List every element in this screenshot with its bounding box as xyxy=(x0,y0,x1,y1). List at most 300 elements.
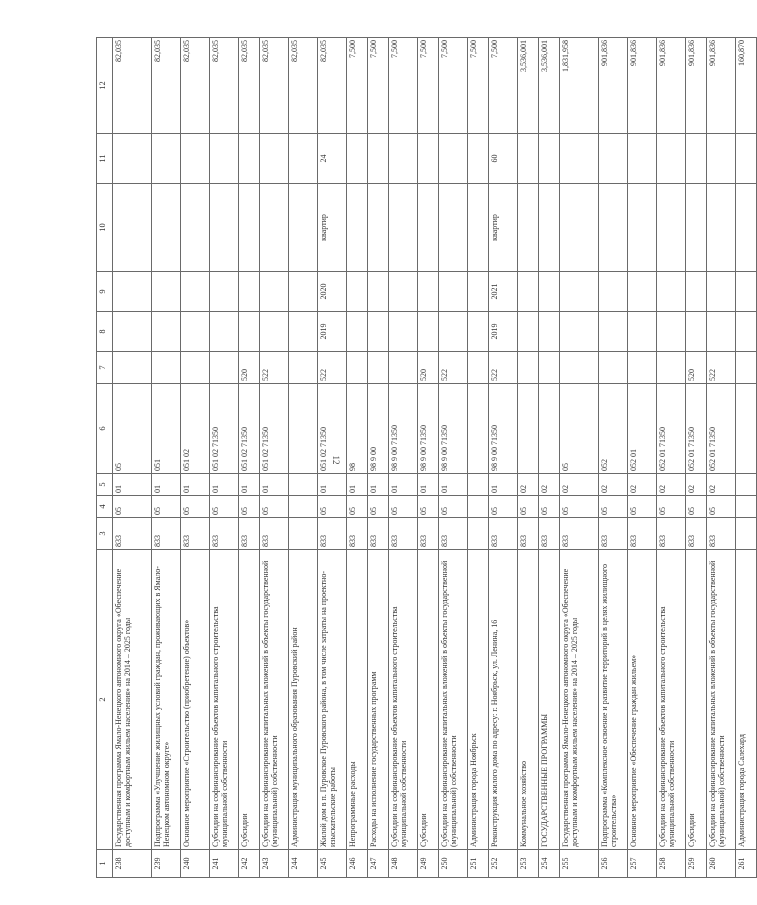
row-name-cell: Субсидии на софинансирование капитальных вложений в объекты государственной (муниципальной) собственности xyxy=(260,550,289,850)
vr-code-cell: 522 xyxy=(707,352,736,384)
rz-code-cell: 05 xyxy=(686,496,707,518)
capacity-unit-cell xyxy=(418,184,439,272)
row-name-cell: Реконструкция жилого дома по адресу: г. Ноябрьск, ул. Ленина, 16 xyxy=(489,550,518,850)
csr-code-cell: 05 xyxy=(113,384,152,474)
capacity-value-cell xyxy=(113,134,152,184)
end-year-cell xyxy=(389,272,418,312)
row-number-cell: 247 xyxy=(368,850,389,878)
rz-code-cell: 05 xyxy=(260,496,289,518)
csr-code-cell xyxy=(518,384,539,474)
table-body xyxy=(113,38,757,878)
vr-code-cell: 520 xyxy=(686,352,707,384)
start-year-cell xyxy=(539,312,560,352)
csr-code-cell: 98 xyxy=(347,384,368,474)
vr-code-cell xyxy=(152,352,181,384)
csr-code-cell: 051 02 71350 xyxy=(260,384,289,474)
row-name-cell: Субсидии на софинансирование капитальных вложений в объекты государственной (муниципальной) собственности xyxy=(439,550,468,850)
gr-code-cell: 833 xyxy=(318,518,347,550)
csr-code-cell: 051 xyxy=(152,384,181,474)
table-row xyxy=(289,38,318,878)
row-number-cell: 254 xyxy=(539,850,560,878)
row-number-cell: 249 xyxy=(418,850,439,878)
capacity-value-cell xyxy=(181,134,210,184)
amount-cell: 82,035 xyxy=(260,38,289,134)
row-name-cell: Субсидии на софинансирование объектов капитального строительства муниципальной собственности xyxy=(657,550,686,850)
rz-code-cell: 05 xyxy=(113,496,152,518)
capacity-value-cell xyxy=(560,134,599,184)
row-number-cell: 245 xyxy=(318,850,347,878)
vr-code-cell xyxy=(210,352,239,384)
capacity-unit-cell xyxy=(518,184,539,272)
capacity-unit-cell xyxy=(628,184,657,272)
capacity-unit-cell xyxy=(736,184,757,272)
start-year-cell: 2019 xyxy=(318,312,347,352)
row-name-cell: Администрация муниципального образования Пуровский район xyxy=(289,550,318,850)
row-name-cell: Государственная программа Ямало-Ненецкого автономного округа «Обеспечение доступным и комфортным жильем населения» на 2014 – 2025 годы xyxy=(560,550,599,850)
start-year-cell xyxy=(389,312,418,352)
gr-code-cell: 833 xyxy=(686,518,707,550)
pr-code-cell: 02 xyxy=(686,474,707,496)
rz-code-cell: 05 xyxy=(439,496,468,518)
header-cell: 9 xyxy=(97,272,113,312)
capacity-value-cell xyxy=(347,134,368,184)
header-cell: 8 xyxy=(97,312,113,352)
row-number-cell: 250 xyxy=(439,850,468,878)
pr-code-cell xyxy=(289,474,318,496)
csr-code-cell: 051 02 71350 xyxy=(210,384,239,474)
csr-code-cell: 052 xyxy=(599,384,628,474)
vr-code-cell: 520 xyxy=(239,352,260,384)
row-name-cell: Субсидии на софинансирование капитальных вложений в объекты государственной (муниципальной) собственности xyxy=(707,550,736,850)
amount-cell: 82,035 xyxy=(210,38,239,134)
table-row xyxy=(628,38,657,878)
amount-cell: 82,035 xyxy=(239,38,260,134)
table-row xyxy=(539,38,560,878)
table-row xyxy=(686,38,707,878)
row-number-cell: 242 xyxy=(239,850,260,878)
end-year-cell xyxy=(657,272,686,312)
pr-code-cell: 01 xyxy=(368,474,389,496)
row-number-cell: 258 xyxy=(657,850,686,878)
row-name-cell: Подпрограмма «Улучшение жилищных условий граждан, проживающих в Ямало-Ненецком автономном округе» xyxy=(152,550,181,850)
capacity-unit-cell xyxy=(657,184,686,272)
end-year-cell xyxy=(113,272,152,312)
pr-code-cell: 01 xyxy=(418,474,439,496)
capacity-value-cell xyxy=(686,134,707,184)
vr-code-cell xyxy=(736,352,757,384)
row-number-cell: 257 xyxy=(628,850,657,878)
start-year-cell xyxy=(686,312,707,352)
vr-code-cell xyxy=(518,352,539,384)
amount-cell: 82,035 xyxy=(152,38,181,134)
capacity-unit-cell xyxy=(707,184,736,272)
csr-code-cell: 052 01 71350 xyxy=(686,384,707,474)
capacity-unit-cell xyxy=(152,184,181,272)
table-row xyxy=(239,38,260,878)
amount-cell: 82,035 xyxy=(181,38,210,134)
start-year-cell: 2019 xyxy=(489,312,518,352)
header-cell: 11 xyxy=(97,134,113,184)
capacity-unit-cell xyxy=(113,184,152,272)
rz-code-cell: 05 xyxy=(599,496,628,518)
rz-code-cell: 05 xyxy=(539,496,560,518)
capacity-value-cell xyxy=(468,134,489,184)
row-number-cell: 260 xyxy=(707,850,736,878)
amount-cell: 901,836 xyxy=(707,38,736,134)
gr-code-cell: 833 xyxy=(347,518,368,550)
end-year-cell xyxy=(736,272,757,312)
capacity-value-cell xyxy=(239,134,260,184)
row-number-cell: 255 xyxy=(560,850,599,878)
gr-code-cell: 833 xyxy=(628,518,657,550)
gr-code-cell: 833 xyxy=(210,518,239,550)
row-number-cell: 246 xyxy=(347,850,368,878)
rz-code-cell: 05 xyxy=(518,496,539,518)
vr-code-cell xyxy=(657,352,686,384)
end-year-cell xyxy=(518,272,539,312)
pr-code-cell: 01 xyxy=(152,474,181,496)
table-row xyxy=(152,38,181,878)
row-number-cell: 239 xyxy=(152,850,181,878)
start-year-cell xyxy=(599,312,628,352)
capacity-unit-cell xyxy=(239,184,260,272)
amount-cell: 1,831,958 xyxy=(560,38,599,134)
end-year-cell xyxy=(439,272,468,312)
capacity-value-cell: 24 xyxy=(318,134,347,184)
rz-code-cell: 05 xyxy=(489,496,518,518)
capacity-value-cell: 60 xyxy=(489,134,518,184)
gr-code-cell: 833 xyxy=(181,518,210,550)
row-name-cell: Непрограммные расходы xyxy=(347,550,368,850)
pr-code-cell: 01 xyxy=(439,474,468,496)
table-row xyxy=(210,38,239,878)
rz-code-cell: 05 xyxy=(657,496,686,518)
capacity-value-cell xyxy=(599,134,628,184)
row-name-cell: Жилой дом в п. Пуровское Пуровского района, в том числе затраты на проектно-изыскательские работы xyxy=(318,550,347,850)
capacity-unit-cell xyxy=(468,184,489,272)
row-number-cell: 251 xyxy=(468,850,489,878)
rz-code-cell: 05 xyxy=(368,496,389,518)
row-name-cell: Субсидии на софинансирование объектов капитального строительства муниципальной собственности xyxy=(389,550,418,850)
pr-code-cell: 01 xyxy=(318,474,347,496)
row-number-cell: 240 xyxy=(181,850,210,878)
csr-code-cell: 98 9 00 71350 xyxy=(489,384,518,474)
capacity-value-cell xyxy=(518,134,539,184)
end-year-cell xyxy=(152,272,181,312)
start-year-cell xyxy=(210,312,239,352)
row-number-cell: 261 xyxy=(736,850,757,878)
capacity-value-cell xyxy=(439,134,468,184)
start-year-cell xyxy=(657,312,686,352)
capacity-unit-cell xyxy=(210,184,239,272)
pr-code-cell: 02 xyxy=(599,474,628,496)
end-year-cell: 2020 xyxy=(318,272,347,312)
capacity-value-cell xyxy=(210,134,239,184)
pr-code-cell: 02 xyxy=(628,474,657,496)
amount-cell: 901,836 xyxy=(657,38,686,134)
start-year-cell xyxy=(152,312,181,352)
header-cell: 4 xyxy=(97,496,113,518)
header-cell: 7 xyxy=(97,352,113,384)
row-name-cell: Субсидии xyxy=(686,550,707,850)
vr-code-cell: 522 xyxy=(489,352,518,384)
capacity-unit-cell xyxy=(368,184,389,272)
capacity-unit-cell: квартир xyxy=(489,184,518,272)
table-row xyxy=(318,38,347,878)
amount-cell: 82,035 xyxy=(318,38,347,134)
capacity-value-cell xyxy=(368,134,389,184)
csr-code-cell: 052 01 71350 xyxy=(657,384,686,474)
end-year-cell xyxy=(418,272,439,312)
page-number: 12 xyxy=(331,455,341,465)
csr-code-cell: 051 02 71350 xyxy=(318,384,347,474)
table-row xyxy=(489,38,518,878)
table-row xyxy=(260,38,289,878)
amount-cell: 7,500 xyxy=(389,38,418,134)
pr-code-cell: 01 xyxy=(113,474,152,496)
end-year-cell xyxy=(599,272,628,312)
end-year-cell xyxy=(707,272,736,312)
gr-code-cell: 833 xyxy=(368,518,389,550)
row-number-cell: 252 xyxy=(489,850,518,878)
vr-code-cell xyxy=(628,352,657,384)
row-number-cell: 243 xyxy=(260,850,289,878)
table-row xyxy=(707,38,736,878)
capacity-value-cell xyxy=(628,134,657,184)
capacity-unit-cell xyxy=(560,184,599,272)
csr-code-cell: 98 9 00 71350 xyxy=(439,384,468,474)
pr-code-cell: 01 xyxy=(489,474,518,496)
start-year-cell xyxy=(418,312,439,352)
start-year-cell xyxy=(239,312,260,352)
capacity-value-cell xyxy=(289,134,318,184)
pr-code-cell: 01 xyxy=(210,474,239,496)
pr-code-cell xyxy=(736,474,757,496)
amount-cell: 160,870 xyxy=(736,38,757,134)
rz-code-cell: 05 xyxy=(347,496,368,518)
capacity-unit-cell xyxy=(439,184,468,272)
end-year-cell xyxy=(210,272,239,312)
table-row xyxy=(518,38,539,878)
gr-code-cell: 833 xyxy=(152,518,181,550)
gr-code-cell: 833 xyxy=(657,518,686,550)
vr-code-cell xyxy=(368,352,389,384)
row-number-cell: 244 xyxy=(289,850,318,878)
start-year-cell xyxy=(368,312,389,352)
gr-code-cell: 833 xyxy=(707,518,736,550)
rotated-table-container xyxy=(96,38,746,878)
amount-cell: 7,500 xyxy=(347,38,368,134)
budget-table xyxy=(96,37,757,878)
csr-code-cell: 05 xyxy=(560,384,599,474)
capacity-value-cell xyxy=(152,134,181,184)
row-name-cell: Субсидии xyxy=(418,550,439,850)
pr-code-cell: 02 xyxy=(707,474,736,496)
row-name-cell: Администрация города Ноябрьск xyxy=(468,550,489,850)
row-number-cell: 241 xyxy=(210,850,239,878)
gr-code-cell: 833 xyxy=(489,518,518,550)
amount-cell: 7,500 xyxy=(439,38,468,134)
row-name-cell: Подпрограмма «Комплексное освоение и развитие территорий в целях жилищного строительства» xyxy=(599,550,628,850)
end-year-cell xyxy=(260,272,289,312)
gr-code-cell: 833 xyxy=(518,518,539,550)
row-name-cell: ГОСУДАРСТВЕННЫЕ ПРОГРАММЫ xyxy=(539,550,560,850)
pr-code-cell xyxy=(468,474,489,496)
capacity-unit-cell xyxy=(686,184,707,272)
start-year-cell xyxy=(628,312,657,352)
rz-code-cell: 05 xyxy=(418,496,439,518)
capacity-value-cell xyxy=(418,134,439,184)
amount-cell: 901,836 xyxy=(628,38,657,134)
row-name-cell: Администрация города Салехард xyxy=(736,550,757,850)
end-year-cell xyxy=(560,272,599,312)
rz-code-cell: 05 xyxy=(210,496,239,518)
capacity-value-cell xyxy=(389,134,418,184)
header-cell: 3 xyxy=(97,518,113,550)
pr-code-cell: 01 xyxy=(239,474,260,496)
table-row xyxy=(560,38,599,878)
table-row xyxy=(113,38,152,878)
row-number-cell: 238 xyxy=(113,850,152,878)
end-year-cell xyxy=(686,272,707,312)
start-year-cell xyxy=(707,312,736,352)
row-name-cell: Коммунальное хозяйство xyxy=(518,550,539,850)
end-year-cell xyxy=(468,272,489,312)
start-year-cell xyxy=(560,312,599,352)
csr-code-cell: 052 01 xyxy=(628,384,657,474)
amount-cell: 7,500 xyxy=(368,38,389,134)
pr-code-cell: 01 xyxy=(347,474,368,496)
header-cell: 10 xyxy=(97,184,113,272)
rz-code-cell: 05 xyxy=(707,496,736,518)
start-year-cell xyxy=(113,312,152,352)
start-year-cell xyxy=(736,312,757,352)
gr-code-cell: 833 xyxy=(389,518,418,550)
rz-code-cell: 05 xyxy=(318,496,347,518)
pr-code-cell: 02 xyxy=(560,474,599,496)
csr-code-cell xyxy=(289,384,318,474)
vr-code-cell xyxy=(389,352,418,384)
start-year-cell xyxy=(181,312,210,352)
end-year-cell xyxy=(239,272,260,312)
amount-cell: 3,536,001 xyxy=(539,38,560,134)
vr-code-cell xyxy=(468,352,489,384)
gr-code-cell: 833 xyxy=(560,518,599,550)
table-header-row xyxy=(97,38,113,878)
end-year-cell xyxy=(539,272,560,312)
csr-code-cell xyxy=(736,384,757,474)
pr-code-cell: 01 xyxy=(260,474,289,496)
header-cell: 12 xyxy=(97,38,113,134)
end-year-cell: 2021 xyxy=(489,272,518,312)
gr-code-cell: 833 xyxy=(599,518,628,550)
capacity-unit-cell xyxy=(289,184,318,272)
end-year-cell xyxy=(628,272,657,312)
capacity-value-cell xyxy=(736,134,757,184)
header-cell: 2 xyxy=(97,550,113,850)
csr-code-cell: 98 9 00 71350 xyxy=(389,384,418,474)
capacity-value-cell xyxy=(260,134,289,184)
rz-code-cell: 05 xyxy=(628,496,657,518)
table-row xyxy=(736,38,757,878)
row-number-cell: 259 xyxy=(686,850,707,878)
gr-code-cell xyxy=(736,518,757,550)
rz-code-cell: 05 xyxy=(239,496,260,518)
row-name-cell: Основное мероприятие «Обеспечение граждан жильем» xyxy=(628,550,657,850)
amount-cell: 7,500 xyxy=(468,38,489,134)
csr-code-cell xyxy=(539,384,560,474)
start-year-cell xyxy=(468,312,489,352)
end-year-cell xyxy=(289,272,318,312)
capacity-value-cell xyxy=(539,134,560,184)
rz-code-cell xyxy=(468,496,489,518)
amount-cell: 82,035 xyxy=(113,38,152,134)
rz-code-cell xyxy=(736,496,757,518)
gr-code-cell: 833 xyxy=(113,518,152,550)
vr-code-cell xyxy=(347,352,368,384)
table-row xyxy=(389,38,418,878)
header-cell: 1 xyxy=(97,850,113,878)
pr-code-cell: 01 xyxy=(389,474,418,496)
table-row xyxy=(347,38,368,878)
amount-cell: 7,500 xyxy=(418,38,439,134)
gr-code-cell: 833 xyxy=(439,518,468,550)
vr-code-cell: 522 xyxy=(439,352,468,384)
csr-code-cell: 052 01 71350 xyxy=(707,384,736,474)
capacity-unit-cell xyxy=(539,184,560,272)
rz-code-cell xyxy=(289,496,318,518)
rz-code-cell: 05 xyxy=(560,496,599,518)
pr-code-cell: 02 xyxy=(518,474,539,496)
pr-code-cell: 02 xyxy=(657,474,686,496)
capacity-unit-cell xyxy=(389,184,418,272)
start-year-cell xyxy=(289,312,318,352)
gr-code-cell xyxy=(468,518,489,550)
vr-code-cell: 520 xyxy=(418,352,439,384)
vr-code-cell xyxy=(539,352,560,384)
capacity-unit-cell xyxy=(599,184,628,272)
amount-cell: 901,836 xyxy=(599,38,628,134)
vr-code-cell xyxy=(113,352,152,384)
row-name-cell: Расходы на исполнение государственных программ xyxy=(368,550,389,850)
rz-code-cell: 05 xyxy=(152,496,181,518)
start-year-cell xyxy=(347,312,368,352)
row-name-cell: Государственная программа Ямало-Ненецкого автономного округа «Обеспечение доступным и комфортным жильем населения» на 2014 – 2025 годы xyxy=(113,550,152,850)
start-year-cell xyxy=(439,312,468,352)
capacity-unit-cell: квартир xyxy=(318,184,347,272)
rz-code-cell: 05 xyxy=(389,496,418,518)
row-number-cell: 253 xyxy=(518,850,539,878)
vr-code-cell xyxy=(560,352,599,384)
table-row xyxy=(368,38,389,878)
gr-code-cell: 833 xyxy=(239,518,260,550)
table-row xyxy=(599,38,628,878)
row-name-cell: Основное мероприятие «Строительство (приобретение) объектов» xyxy=(181,550,210,850)
gr-code-cell: 833 xyxy=(260,518,289,550)
end-year-cell xyxy=(181,272,210,312)
start-year-cell xyxy=(260,312,289,352)
vr-code-cell: 522 xyxy=(318,352,347,384)
header-cell: 6 xyxy=(97,384,113,474)
header-cell: 5 xyxy=(97,474,113,496)
row-number-cell: 256 xyxy=(599,850,628,878)
table-row xyxy=(468,38,489,878)
amount-cell: 82,035 xyxy=(289,38,318,134)
csr-code-cell xyxy=(468,384,489,474)
capacity-value-cell xyxy=(657,134,686,184)
pr-code-cell: 02 xyxy=(539,474,560,496)
vr-code-cell xyxy=(181,352,210,384)
